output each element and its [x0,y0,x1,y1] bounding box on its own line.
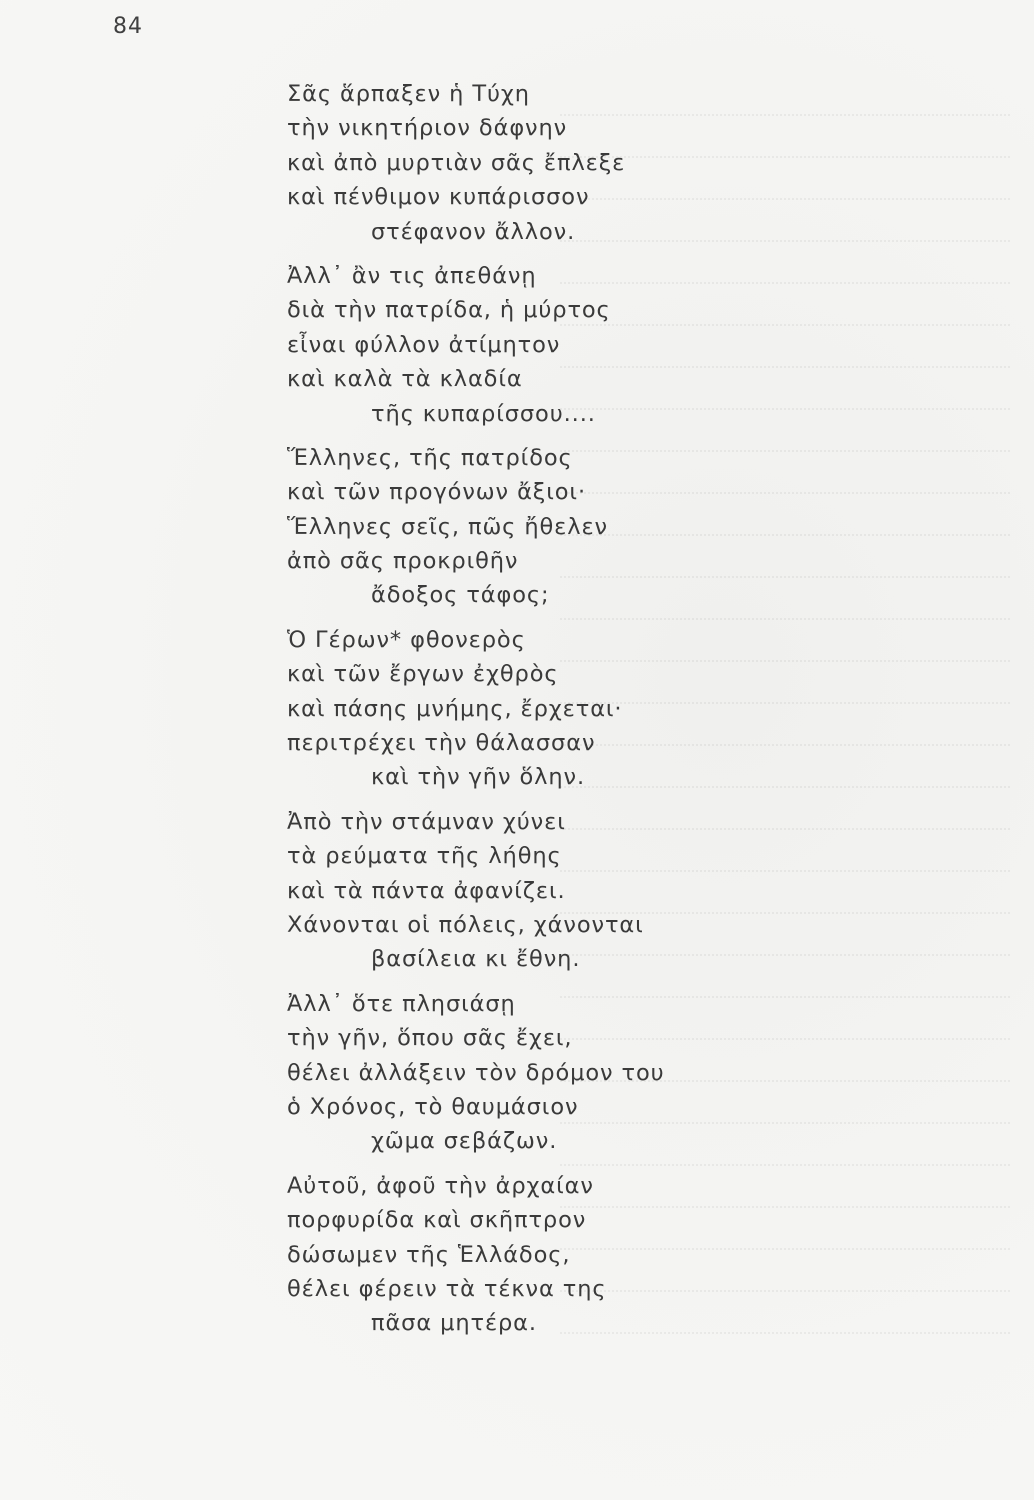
page-number: 84 [113,14,143,39]
poem-line-refrain: ἄδοξος τάφος; [371,582,550,609]
poem-line: δώσωμεν τῆς Ἑλλάδος, [287,1241,571,1268]
poem-line: καὶ τῶν προγόνων ἄξιοι· [287,479,586,506]
poem-line-refrain: βασίλεια κι ἔθνη. [371,946,581,973]
stanza [287,805,987,977]
poem-line: Χάνονται οἱ πόλεις, χάνονται [287,911,644,938]
poem-line: τὴν γῆν, ὅπου σᾶς ἔχει, [287,1025,573,1052]
poem-line: Αὐτοῦ, ἀφοῦ τὴν ἀρχαίαν [287,1172,594,1199]
poem-line: περιτρέχει τὴν θάλασσαν [287,730,596,757]
poem-line: τὴν νικητήριον δάφνην [287,115,568,142]
poem-line: καὶ ἀπὸ μυρτιὰν σᾶς ἔπλεξε [287,149,626,176]
poem-line: καὶ τῶν ἔργων ἐχθρὸς [287,661,559,688]
poem-line: ὁ Χρόνος, τὸ θαυμάσιον [287,1093,579,1120]
poem-line: τὰ ρεύματα τῆς λήθης [287,843,562,870]
poem-line: εἶναι φύλλον ἀτίμητον [287,331,561,358]
poem-line: ἀπὸ σᾶς προκριθῆν [287,548,519,575]
poem-line: Ἕλληνες σεῖς, πῶς ἤθελεν [287,513,608,540]
poem-line: Σᾶς ἅρπαξεν ἡ Τύχη [287,81,530,107]
stanza [287,1169,987,1341]
poem-line: καὶ καλὰ τὰ κλαδία [287,366,523,393]
poem-line-refrain: χῶμα σεβάζων. [371,1128,558,1155]
poem-line: πορφυρίδα καὶ σκῆπτρον [287,1207,587,1234]
stanza [287,77,987,249]
poem-line: Ἀλλ᾽ ἂν τις ἀπεθάνῃ [287,262,537,289]
poem-line: καὶ πένθιμον κυπάρισσον [287,184,590,211]
poem-line-refrain: πᾶσα μητέρα. [371,1310,537,1337]
poem-line: Ὁ Γέρων* φθονερὸς [287,626,526,653]
poem [287,77,987,1351]
poem-line: καὶ τὰ πάντα ἀφανίζει. [287,877,566,904]
poem-line: Ἀπὸ τὴν στάμναν χύνει [287,808,566,835]
poem-line-refrain: τῆς κυπαρίσσου.... [371,400,596,427]
poem-line: Ἕλληνες, τῆς πατρίδος [287,444,573,471]
poem-line: καὶ πάσης μνήμης, ἔρχεται· [287,695,623,722]
stanza [287,441,987,613]
poem-line: θέλει ἀλλάξειν τὸν δρόμον του [287,1059,665,1086]
stanza [287,259,987,431]
poem-line: Ἀλλ᾽ ὅτε πλησιάσῃ [287,990,516,1017]
poem-line-refrain: καὶ τὴν γῆν ὅλην. [371,764,586,791]
poem-line: θέλει φέρειν τὰ τέκνα της [287,1275,607,1302]
poem-line-refrain: στέφανον ἄλλον. [371,218,576,245]
stanza [287,987,987,1159]
stanza [287,623,987,795]
poem-line: διὰ τὴν πατρίδα, ἡ μύρτος [287,297,611,324]
